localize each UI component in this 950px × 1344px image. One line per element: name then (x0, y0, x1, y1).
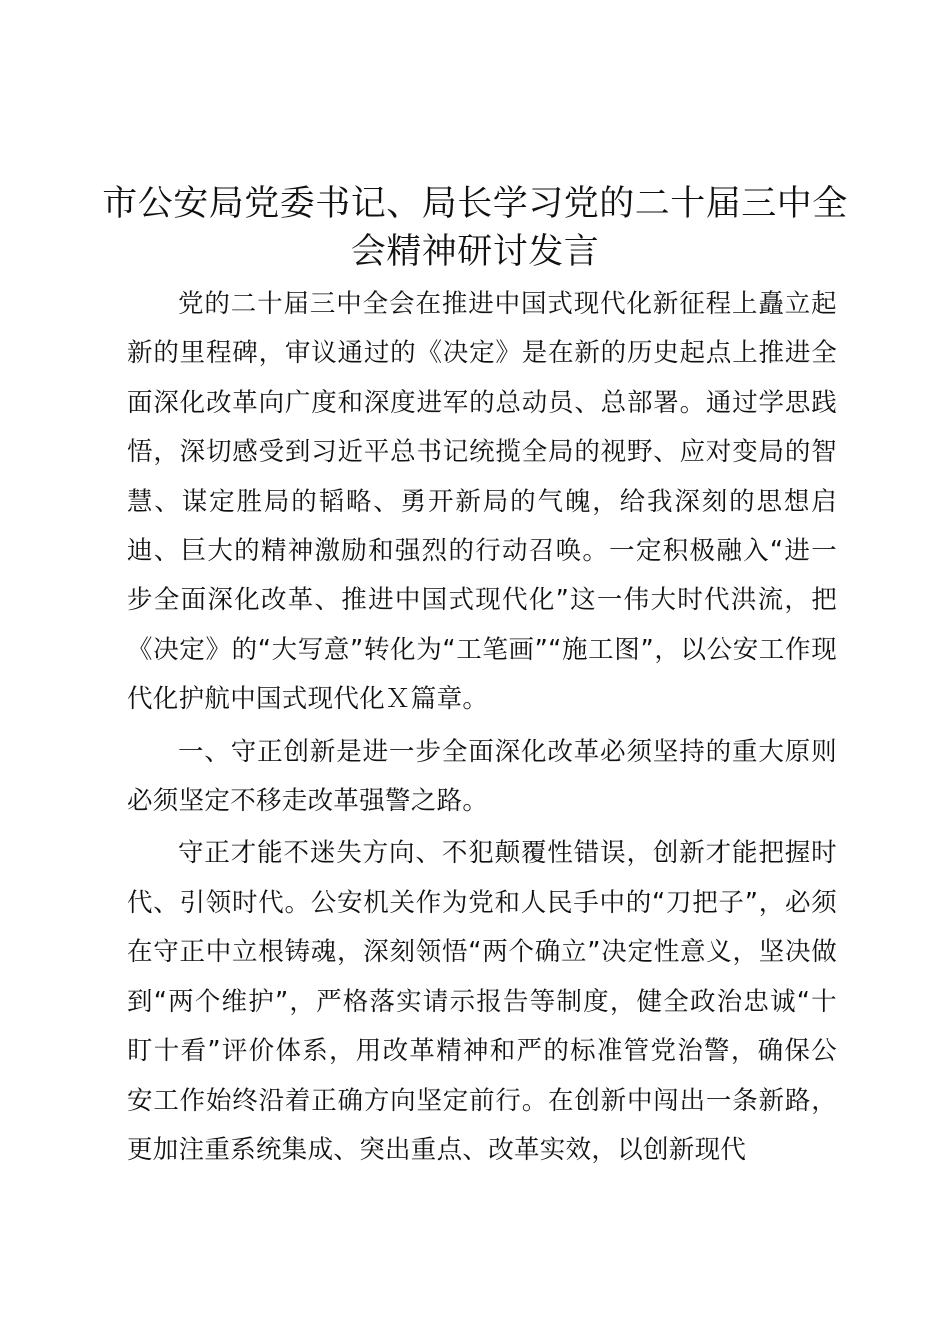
document-body (127, 280, 837, 1175)
paragraph-section-heading-1: 一、守正创新是进一步全面深化改革必须坚持的重大原则必须坚定不移走改革强警之路。 (127, 736, 837, 817)
document-title: 市公安局党委书记、局长学习党的二十届三中全会精神研讨发言 (102, 184, 848, 272)
paragraph-section-1-body: 守正才能不迷失方向、不犯颠覆性错误，创新才能把握时代、引领时代。公安机关作为党和人民手中的“刀把子”，必须在守正中立根铸魂，深刻领悟“两个确立”决定性意义，坚决做到“两个维护”，严格落实请示报告等制度，健全政治忠诚“十盯十看”评价体系，用改革精神和严的标准管党治警，确保公安工作始终沿着正确方向坚定前行。在创新中闯出一条新路，更加注重系统集成、突出重点、改革实效，以创新现代 (127, 838, 837, 1165)
paragraph-intro: 党的二十届三中全会在推进中国式现代化新征程上矗立起新的里程碑，审议通过的《决定》是在新的历史起点上推进全面深化改革向广度和深度进军的总动员、总部署。通过学思践悟，深切感受到习近平总书记统揽全局的视野、应对变局的智慧、谋定胜局的韬略、勇开新局的气魄，给我深刻的思想启迪、巨大的精神激励和强烈的行动召唤。一定积极融入“进一步全面深化改革、推进中国式现代化”这一伟大时代洪流，把《决定》的“大写意”转化为“工笔画”“施工图”，以公安工作现代化护航中国式现代化Ｘ篇章。 (127, 289, 837, 715)
